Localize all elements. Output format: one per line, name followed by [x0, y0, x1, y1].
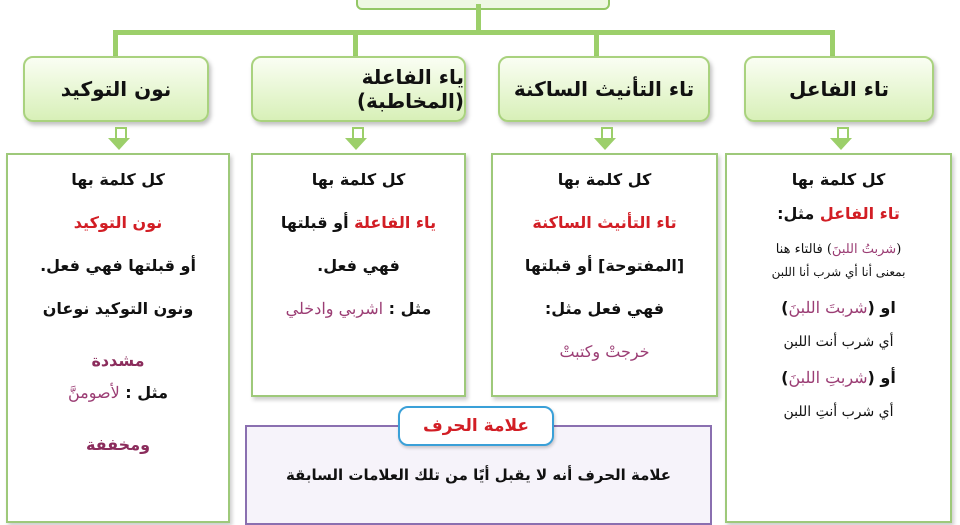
example-text: خرجتْ وكتبتْ	[559, 342, 650, 361]
example-text: شربتِ اللبنَ	[788, 368, 868, 387]
header-noon-altawkeed	[23, 56, 209, 122]
card-taa-altaneeth	[491, 153, 718, 397]
text-fragment: أو قبلتها	[280, 213, 355, 232]
card-line: كل كلمة بها	[311, 170, 406, 189]
header-label: تاء التأنيث الساكنة	[513, 77, 695, 101]
example-text: اشربي وادخلي	[285, 299, 384, 318]
down-arrow-icon	[832, 127, 850, 149]
down-arrow-icon	[110, 127, 128, 149]
card-line: بمعنى أنا أي شرب أنا اللبن	[771, 265, 906, 279]
card-line	[8, 382, 228, 404]
card-line: كل كلمة بها	[791, 170, 886, 189]
card-line: ومخففة	[85, 435, 151, 454]
letter-sign-title	[398, 406, 554, 446]
connector-drop-1	[830, 30, 835, 58]
root-node-box	[356, 0, 610, 10]
card-yaa-alfaela	[251, 153, 466, 397]
text-fragment: (	[896, 242, 902, 257]
card-line: تاء التأنيث الساكنة	[532, 213, 677, 232]
connector-drop-2	[594, 30, 599, 58]
header-taa-alfael	[744, 56, 934, 122]
text-fragment: مثل :	[383, 299, 432, 318]
card-line: ونون التوكيد نوعان	[42, 299, 194, 318]
card-taa-alfael	[725, 153, 952, 523]
card-line: أي شرب أنتِ اللبن	[783, 404, 894, 420]
connector-drop-3	[353, 30, 358, 58]
connector-horizontal	[113, 30, 835, 35]
text-fragment: )	[781, 368, 789, 387]
card-line: أي شرب أنت اللبن	[783, 334, 894, 350]
text-fragment: )	[781, 298, 789, 317]
card-line: كل كلمة بها	[557, 170, 652, 189]
card-line: أو قبلتها فهي فعل.	[40, 256, 196, 275]
card-line: كل كلمة بها	[71, 170, 165, 189]
card-line: فهي فعل مثل:	[544, 299, 665, 318]
example-text: شربتَ اللبنَ	[788, 298, 868, 317]
text-fragment: ) فالتاء هنا	[775, 242, 832, 257]
card-line	[253, 212, 464, 234]
card-line: نون التوكيد	[73, 213, 163, 232]
text-fragment: مثل :	[119, 383, 168, 402]
highlight-term: ياء الفاعلة	[354, 213, 437, 232]
card-line: مشددة	[91, 351, 145, 370]
card-line	[253, 298, 464, 320]
connector-drop-4	[113, 30, 118, 58]
text-fragment: مثل:	[777, 204, 820, 223]
title-text: علامة الحرف	[422, 416, 530, 436]
card-line: [المفتوحة] أو قبلتها	[524, 256, 685, 275]
header-label: نون التوكيد	[60, 77, 172, 101]
example-text: شربتُ اللبنَ	[831, 242, 897, 257]
highlight-term: تاء الفاعل	[819, 204, 900, 223]
text-fragment: أو (	[867, 368, 896, 387]
header-label: تاء الفاعل	[789, 77, 889, 101]
down-arrow-icon	[596, 127, 614, 149]
down-arrow-icon	[347, 127, 365, 149]
card-line	[727, 297, 950, 319]
header-yaa-alfaela	[251, 56, 466, 122]
letter-sign-text: علامة الحرف أنه لا يقبل أيًا من تلك العلامات السابقة	[285, 466, 672, 484]
card-noon-altawkeed	[6, 153, 230, 523]
card-line	[727, 203, 950, 225]
card-line: فهي فعل.	[317, 256, 400, 275]
card-line	[727, 239, 950, 261]
header-taa-altaneeth	[498, 56, 710, 122]
text-fragment: او (	[867, 298, 896, 317]
example-text: لأصومنَّ	[68, 383, 120, 402]
card-line	[727, 367, 950, 389]
header-label: ياء الفاعلة (المخاطبة)	[356, 65, 464, 113]
